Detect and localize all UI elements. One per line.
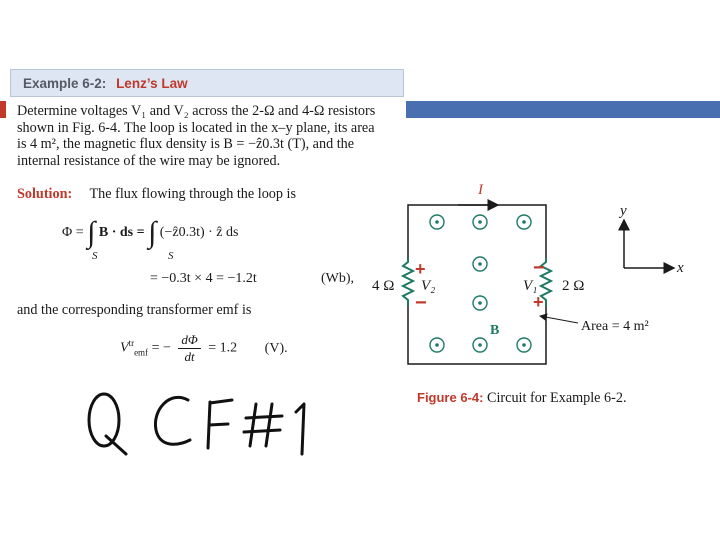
current-label: I (478, 182, 483, 198)
problem-line: internal resistance of the wire may be ignored. (17, 152, 281, 169)
right-resistor-label: 2 Ω (562, 278, 585, 294)
polarity-plus-left: + (415, 259, 426, 279)
emf-symbol: V (120, 340, 129, 356)
field-label: B (490, 323, 500, 338)
field-vector-centers (435, 220, 526, 347)
caption-text: Circuit for Example 6-2. (487, 390, 627, 406)
problem-line: shown in Fig. 6-4. The loop is located in the x–y plane, its area (17, 119, 375, 136)
flux-unit: (Wb), (321, 271, 355, 286)
example-title: Lenz’s Law (116, 76, 188, 91)
flux-integrand-expanded: (−ẑ0.3t) · ẑ ds (159, 225, 239, 241)
y-axis-label: y (620, 203, 627, 219)
emf-equals: = − (151, 340, 171, 356)
left-voltage-label: V₂ (421, 278, 436, 294)
emf-superscript: tr (128, 338, 135, 349)
emf-denominator: dt (184, 349, 195, 364)
integral-sign: ∫ (87, 216, 96, 249)
handwritten-note (89, 394, 304, 454)
flux-result-value: = −0.3t × 4 = −1.2t (150, 271, 257, 286)
integral-subscript: S (168, 250, 174, 262)
caption-label: Figure 6-4: (417, 390, 484, 405)
integral-sign: ∫ (148, 216, 157, 249)
polarity-minus-right: − (533, 257, 545, 279)
flux-integrand: B · ds = (98, 225, 145, 241)
problem-line: Determine voltages V₁ and V₂ across the 2-Ω and 4-Ω resistors (17, 103, 376, 119)
emf-result: = 1.2 (208, 340, 238, 356)
integral-subscript: S (92, 250, 98, 262)
solution-text: The flux flowing through the loop is (89, 186, 296, 202)
problem-line: is 4 m², the magnetic flux density is B = −ẑ0.3t (T), and the (17, 136, 355, 152)
solution-label: Solution: (17, 186, 73, 202)
left-resistor-label: 4 Ω (372, 278, 395, 294)
figure-caption (417, 390, 627, 407)
example-number: Example 6-2: (23, 76, 107, 91)
polarity-plus-right: + (533, 292, 544, 312)
emf-unit: (V). (264, 340, 288, 356)
emf-intro: and the corresponding transformer emf is (17, 302, 252, 318)
x-axis-label: x (677, 260, 684, 276)
field-vectors (430, 215, 531, 352)
flux-lhs: Φ = (62, 225, 84, 241)
emf-subscript: emf (134, 347, 149, 358)
emf-numerator: dΦ (178, 332, 200, 349)
right-voltage-label: V₁ (523, 278, 538, 294)
area-label: Area = 4 m² (581, 319, 649, 334)
polarity-minus-left: − (415, 292, 427, 314)
